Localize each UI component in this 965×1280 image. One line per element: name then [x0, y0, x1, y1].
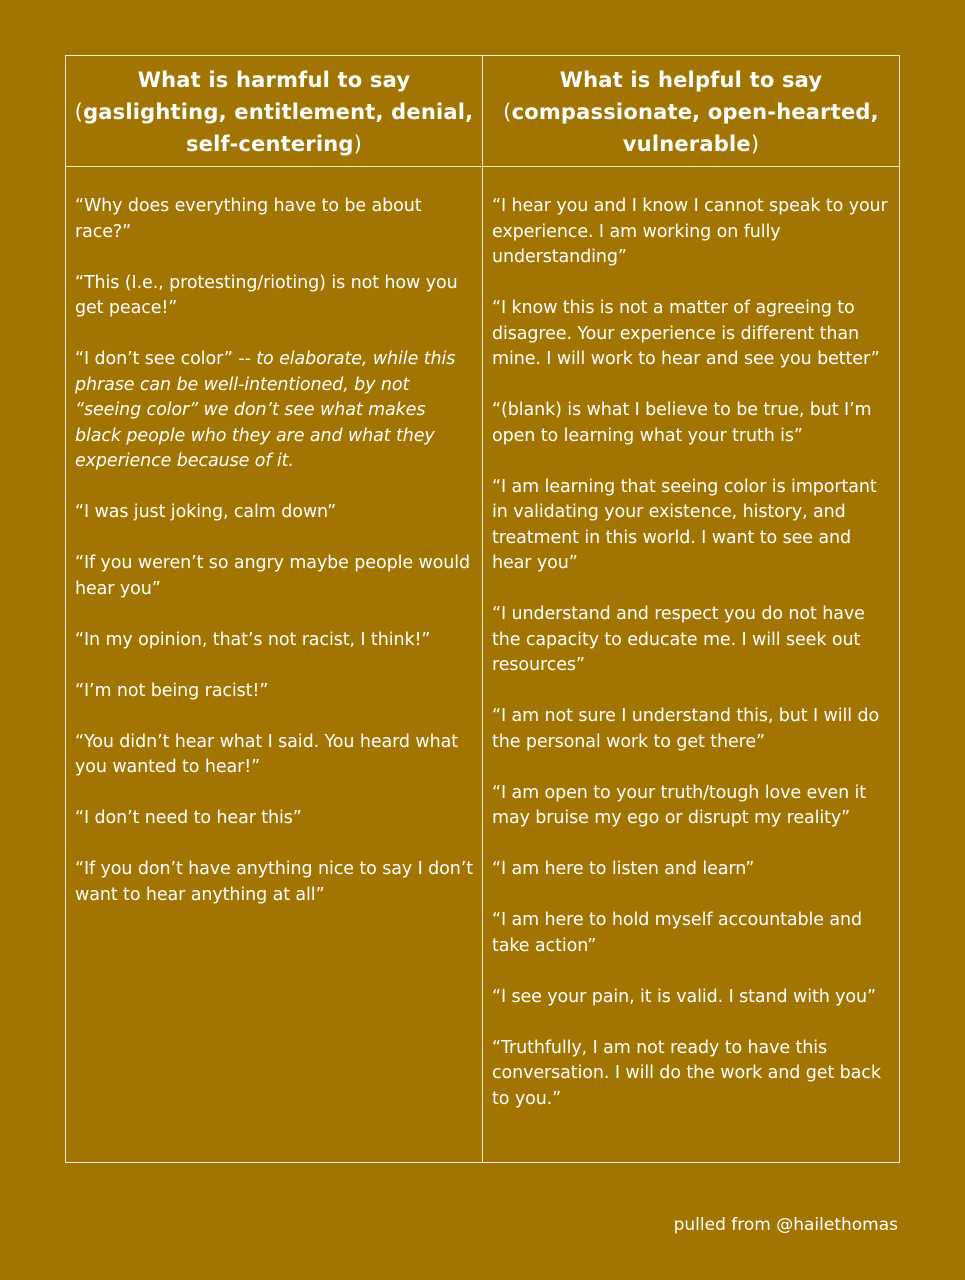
helpful-header — [483, 64, 899, 160]
helpful-quote: “I am learning that seeing color is important in validating your existence, history, and treatment in this world. I want to see and hear you” — [492, 476, 877, 573]
harmful-header-close-paren: ) — [353, 132, 363, 156]
helpful-quote: “I am here to listen and learn” — [492, 859, 755, 879]
helpful-quote: “I am open to your truth/tough love even it may bruise my ego or disrupt my reality” — [492, 782, 867, 828]
helpful-quote: “I know this is not a matter of agreeing to disagree. Your experience is different than mine. I will work to hear and see you better” — [492, 298, 880, 369]
column-divider — [482, 56, 483, 1162]
harmful-quote: “This (I.e., protesting/rioting) is not how you get peace!” — [75, 272, 458, 318]
helpful-quote: “I am not sure I understand this, but I will do the personal work to get there” — [492, 706, 880, 752]
helpful-header-title: What is helpful to say — [559, 68, 823, 92]
helpful-header-subtitle-line1: compassionate, open-hearted, — [511, 100, 879, 124]
harmful-header-subtitle-line1: gaslighting, entitlement, denial, — [83, 100, 474, 124]
helpful-header-open-paren: ( — [503, 100, 512, 124]
harmful-quote — [75, 347, 475, 475]
harmful-quote: “If you weren’t so angry maybe people would hear you” — [75, 553, 471, 599]
helpful-quote: “(blank) is what I believe to be true, but I’m open to learning what your truth is” — [492, 400, 872, 446]
helpful-quote: “Truthfully, I am not ready to have this conversation. I will do the work and get back to you.” — [492, 1037, 881, 1109]
helpful-quote: “I see your pain, it is valid. I stand with you” — [492, 986, 876, 1007]
helpful-quote: “I understand and respect you do not have the capacity to educate me. I will seek out resources” — [492, 604, 865, 675]
harmful-quote: “You didn’t hear what I said. You heard what you wanted to hear!” — [75, 731, 458, 777]
harmful-header-open-paren: ( — [74, 100, 84, 124]
harmful-header-subtitle-line2: self-centering — [185, 132, 354, 156]
harmful-header-title: What is harmful to say — [137, 68, 411, 92]
header-divider — [66, 166, 899, 167]
harmful-column — [75, 194, 475, 934]
source-credit: pulled from @hailethomas — [673, 1215, 898, 1235]
harmful-quote: “I’m not being racist!” — [75, 680, 269, 701]
harmful-quote-text: “I don’t see color” -- — [75, 349, 251, 369]
harmful-header — [66, 64, 482, 160]
helpful-quote: “I am here to hold myself accountable and take action” — [492, 910, 863, 956]
harmful-quote: “In my opinion, that’s not racist, I think!” — [75, 629, 431, 650]
harmful-quote: “I don’t need to hear this” — [75, 808, 302, 828]
harmful-quote: “Why does everything have to be about race?” — [75, 196, 422, 242]
harmful-quote: “If you don’t have anything nice to say I don’t want to hear anything at all” — [75, 859, 473, 905]
harmful-quote: “I was just joking, calm down” — [75, 502, 337, 522]
helpful-header-close-paren: ) — [750, 132, 760, 156]
helpful-header-subtitle-line2: vulnerable — [622, 132, 751, 156]
helpful-column — [492, 194, 892, 1138]
comparison-table — [65, 55, 900, 1163]
harmful-quote-note: to elaborate, while this phrase can be well-intentioned, by not “seeing color” we don’t see what makes black people who they are and what they experience because of it. — [75, 349, 456, 471]
helpful-quote: “I hear you and I know I cannot speak to your experience. I am working on fully understanding” — [492, 196, 888, 267]
